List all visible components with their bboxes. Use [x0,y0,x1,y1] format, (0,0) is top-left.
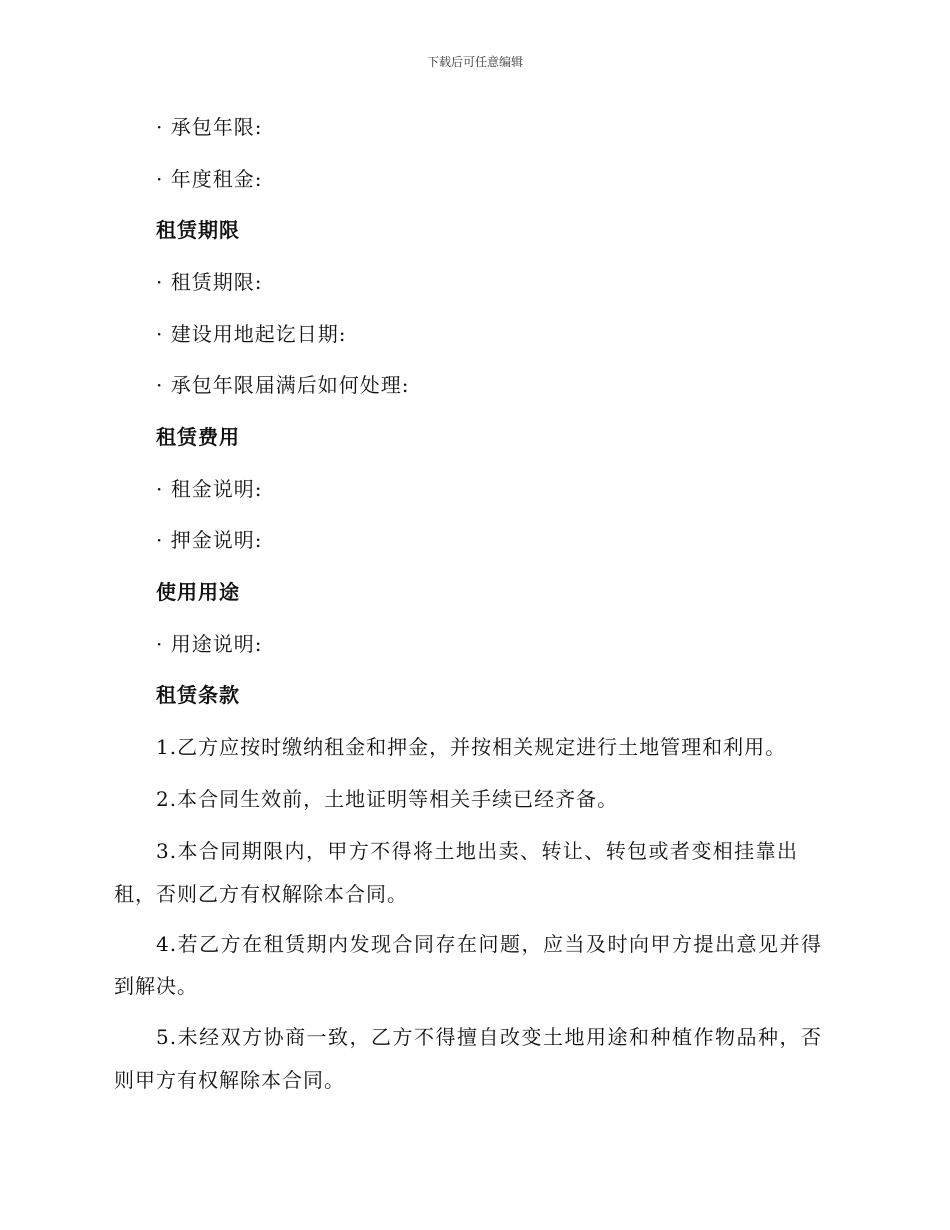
section-heading-lease-fees: 租赁费用 [156,425,240,449]
page-header: 下载后可任意编辑 [426,55,523,69]
section-heading-lease-terms: 租赁条款 [156,683,240,707]
clause-2: 2.本合同生效前，土地证明等相关手续已经齐备。 [156,787,619,811]
clause-5-line-2: 则甲方有权解除本合同。 [114,1068,345,1092]
clause-4-line-1: 4.若乙方在租赁期内发现合同存在问题，应当及时向甲方提出意见并得 [156,932,822,956]
bullet-rent-description: · 租金说明: [156,477,263,501]
bullet-contract-term: · 承包年限: [156,115,263,139]
bullet-deposit-description: · 押金说明: [156,528,263,552]
clause-5-line-1: 5.未经双方协商一致，乙方不得擅自改变土地用途和种植作物品种，否 [156,1025,822,1049]
clause-4-line-2: 到解决。 [114,974,198,998]
clause-1: 1.乙方应按时缴纳租金和押金，并按相关规定进行土地管理和利用。 [156,735,787,759]
bullet-expiry-handling: · 承包年限届满后如何处理: [156,373,410,397]
bullet-usage-description: · 用途说明: [156,632,263,656]
clause-3-line-1: 3.本合同期限内，甲方不得将土地出卖、转让、转包或者变相挂靠出 [156,839,798,863]
clause-3-line-2: 租，否则乙方有权解除本合同。 [114,882,408,906]
section-heading-lease-term: 租赁期限 [156,218,240,242]
bullet-lease-term: · 租赁期限: [156,270,263,294]
bullet-land-dates: · 建设用地起讫日期: [156,322,347,346]
section-heading-usage: 使用用途 [156,580,240,604]
bullet-annual-rent: · 年度租金: [156,167,263,191]
